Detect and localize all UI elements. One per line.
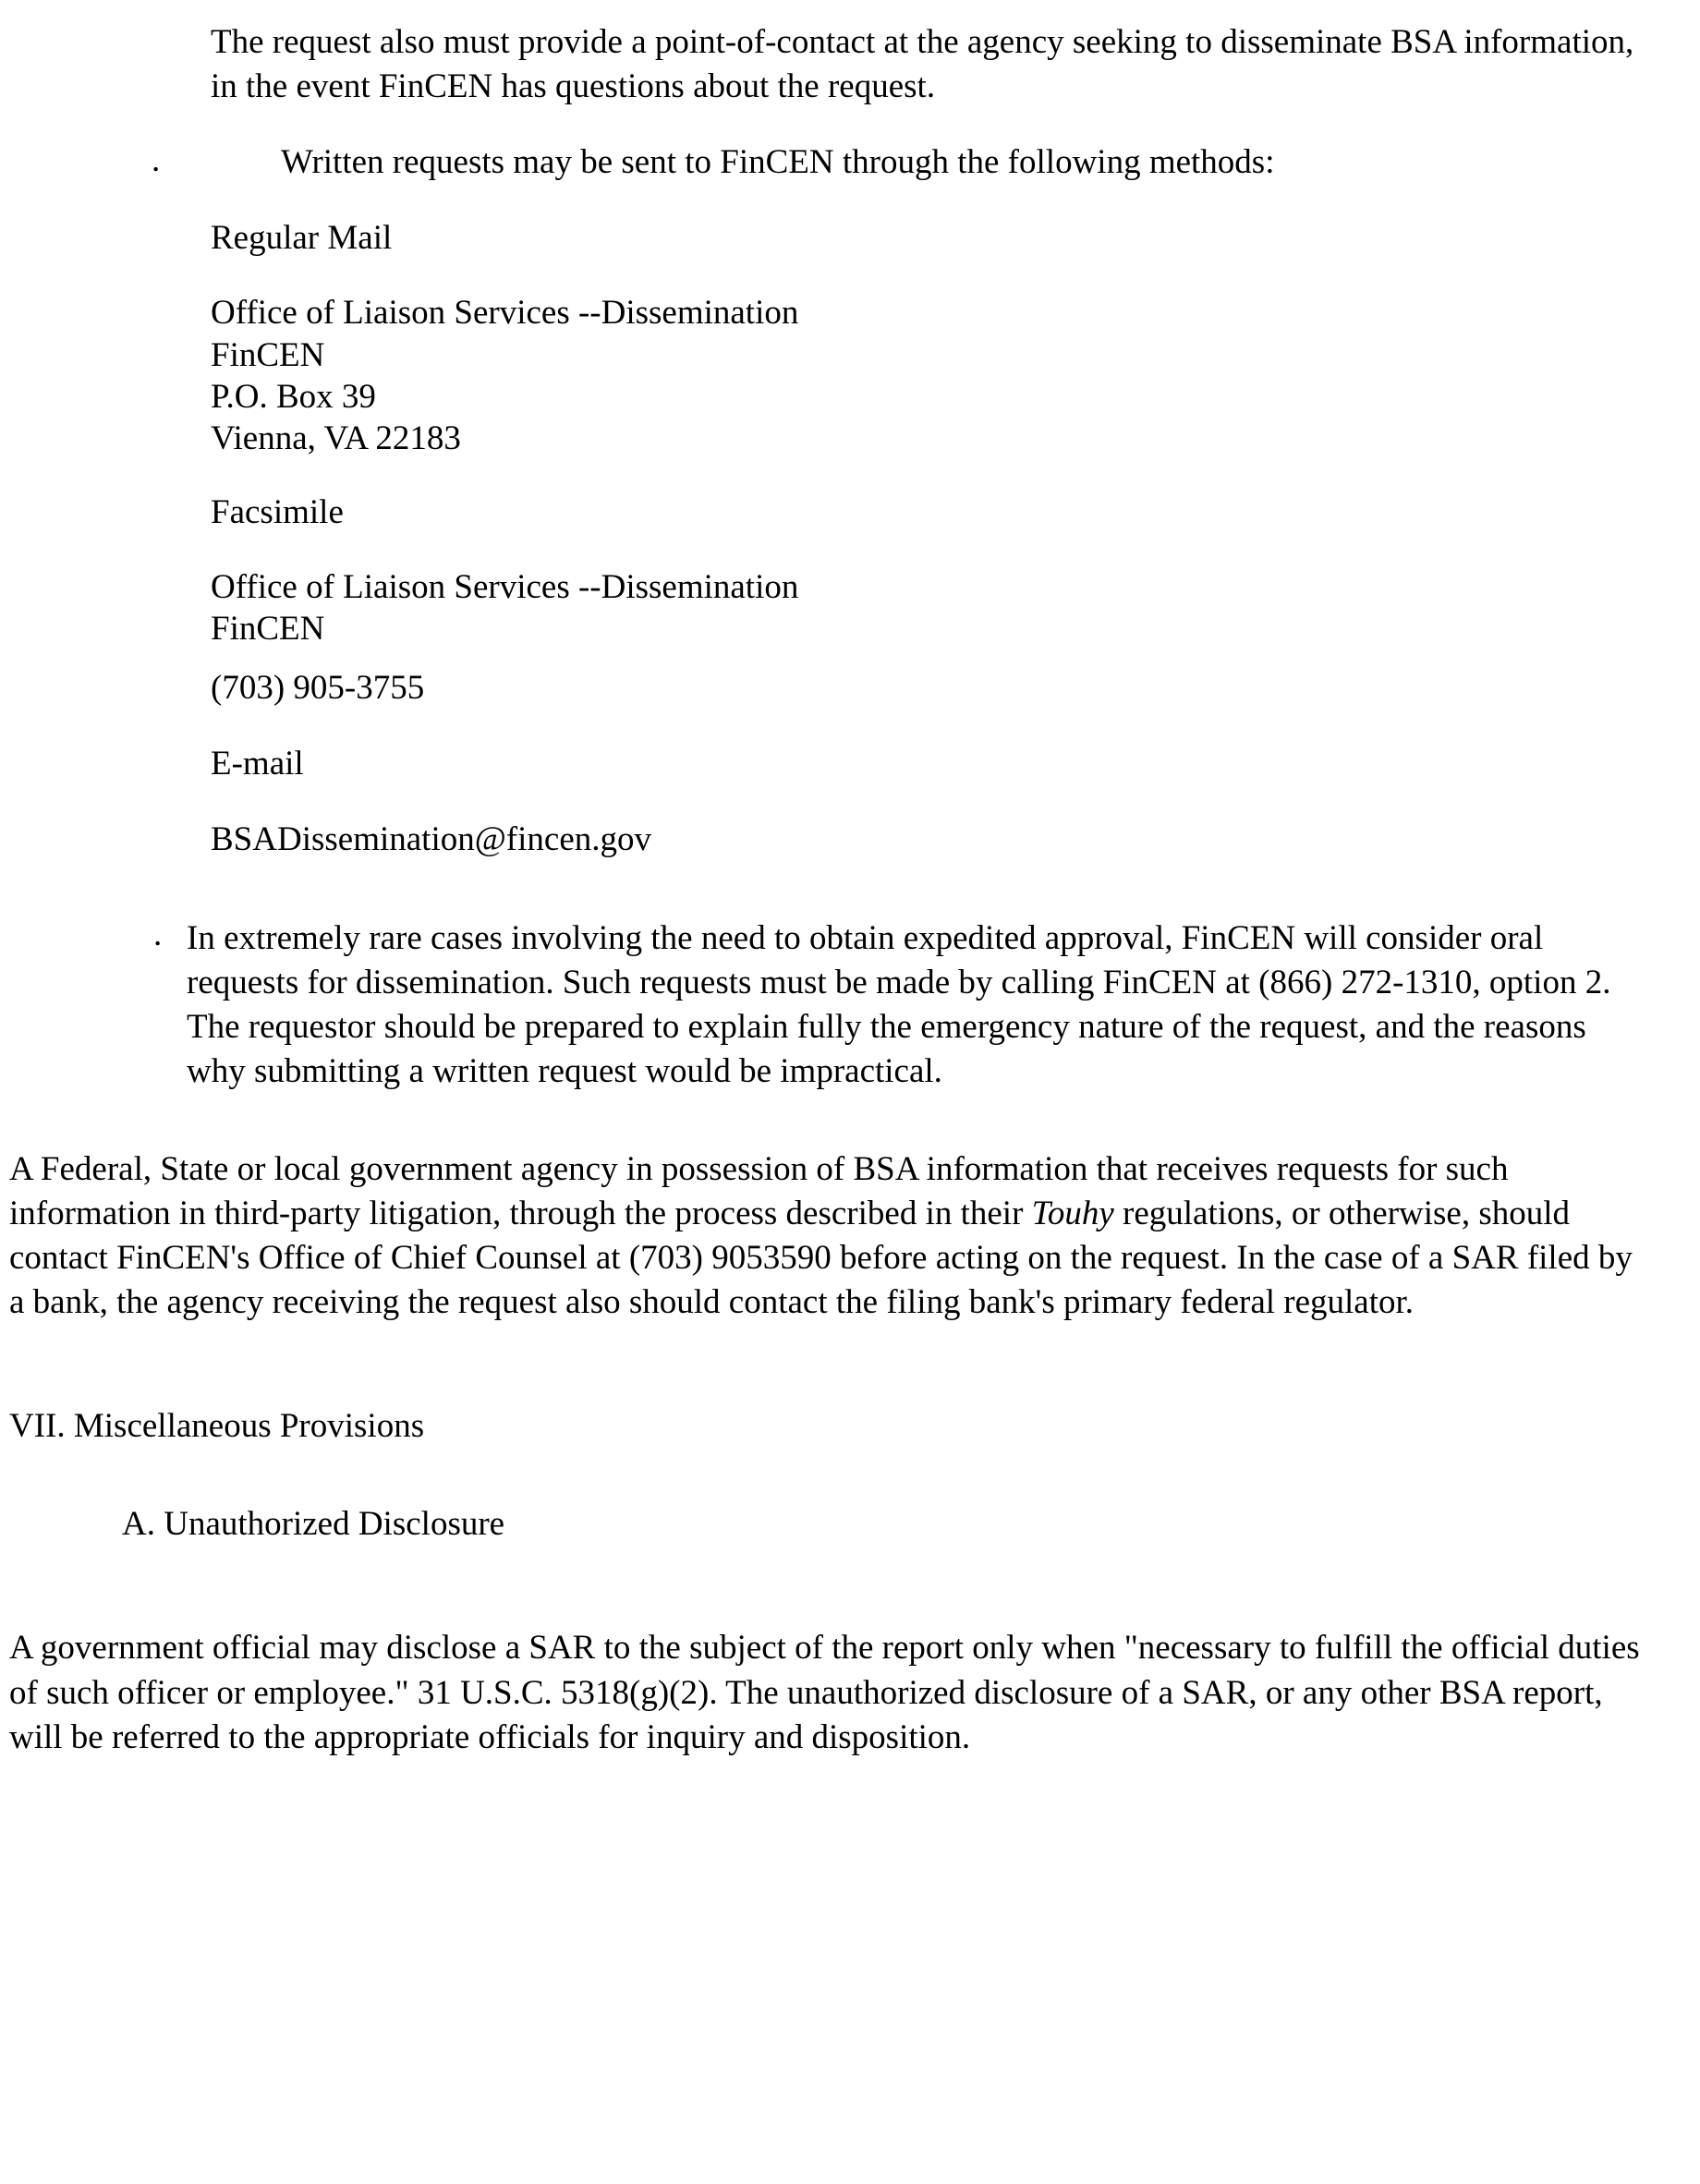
facsimile-address (211, 566, 1645, 649)
bullet-written-requests-text: Written requests may be sent to FinCEN through the following methods: (281, 143, 1275, 182)
address-line: Office of Liaison Services --Dissemination (211, 294, 799, 333)
regular-mail-address (211, 292, 1645, 459)
address-line: P.O. Box 39 (211, 377, 376, 416)
intro-paragraph: The request also must provide a point-of-contact at the agency seeking to disseminate BSA information, in the event FinCEN has questions about the request. (211, 23, 1634, 106)
facsimile-phone-number: (703) 905-3755 (211, 669, 425, 708)
method-label-regular-mail: Regular Mail (211, 219, 393, 258)
touhy-italic-term: Touhy (1031, 1194, 1114, 1232)
bullet-marker-icon: . (153, 915, 163, 953)
touhy-part-2: regulations, or otherwise, should contact FinCEN's Office of Chief Counsel at (703) 9053590 before acting on the request. In the case of a SAR filed by a bank, the agency receiving the request also should contact the filing bank's primary federal regulator. (9, 1194, 1633, 1322)
closing-paragraph: A government official may disclose a SAR to the subject of the report only when "necessary to fulfill the official duties of such officer or employee." 31 U.S.C. 5318(g)(2). The unauthorized disclosure of a SAR, or any other BSA report, will be referred to the appropriate officials for inquiry and disposition. (9, 1629, 1640, 1756)
subsection-heading: A. Unauthorized Disclosure (122, 1505, 505, 1544)
method-label-email: E-mail (211, 745, 304, 783)
address-line: Vienna, VA 22183 (211, 419, 461, 457)
section-heading: VII. Miscellaneous Provisions (9, 1407, 425, 1446)
email-address: BSADissemination@fincen.gov (211, 820, 652, 859)
address-line: FinCEN (211, 610, 325, 649)
bullet-oral-requests (153, 915, 1645, 1094)
touhy-part-1: A Federal, State or local government agency in possession of BSA information that receives requests for such information in third-party litigation, through the process described in their (9, 1149, 1509, 1232)
bullet-marker-icon: . (152, 141, 161, 180)
touhy-paragraph (9, 1147, 1645, 1325)
address-line: FinCEN (211, 335, 325, 374)
method-label-facsimile: Facsimile (211, 492, 344, 531)
bullet-written-requests (152, 140, 1645, 185)
address-line: Office of Liaison Services --Dissemination (211, 567, 799, 606)
bullet-oral-requests-text: In extremely rare cases involving the need to obtain expedited approval, FinCEN will consider oral requests for dissemination. Such requests must be made by calling FinCEN at (866) 272-1310, option 2. The requestor should be prepared to explain fully the emergency nature of the request, and the reasons why submitting a written request would be impractical. (187, 918, 1611, 1090)
